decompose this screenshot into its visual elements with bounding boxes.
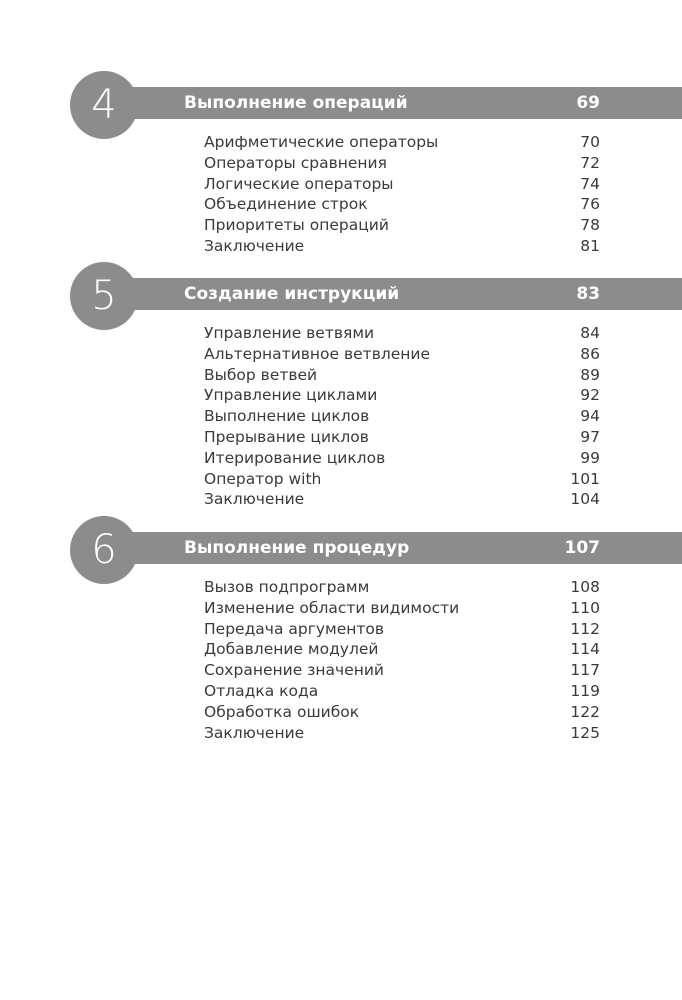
toc-entry[interactable]: [204, 427, 600, 448]
toc-entry-title: Арифметические операторы: [204, 133, 439, 151]
toc-entry-title: Заключение: [204, 236, 305, 255]
toc-entry-page: 97: [580, 427, 600, 446]
toc-entry-page: 92: [580, 386, 600, 405]
toc-entry[interactable]: [204, 323, 600, 344]
toc-entry-page: 74: [580, 174, 600, 193]
toc-entry[interactable]: [204, 132, 600, 153]
toc-entry[interactable]: [204, 489, 600, 510]
toc-entry[interactable]: [204, 194, 600, 215]
toc-entry[interactable]: [204, 365, 600, 386]
toc-entry-page: 70: [580, 133, 600, 151]
toc-entry-title: Добавление модулей: [204, 640, 379, 659]
toc-entry-page: 78: [580, 216, 600, 235]
chapter-page-number: 83: [576, 284, 600, 304]
toc-entry[interactable]: [204, 660, 600, 681]
toc-entry[interactable]: [204, 469, 600, 490]
toc-entry[interactable]: [204, 153, 600, 174]
chapter-title[interactable]: Выполнение операций: [184, 93, 408, 113]
toc-entry-page: 104: [570, 490, 600, 509]
toc-entry-title: Итерирование циклов: [204, 448, 386, 467]
chapter-page-number: 69: [576, 93, 600, 113]
toc-entry-title: Операторы сравнения: [204, 153, 387, 172]
toc-entry-title: Заключение: [204, 490, 305, 509]
toc-entry-page: 81: [580, 236, 600, 255]
toc-entry-page: 89: [580, 365, 600, 384]
toc-entry-title: Сохранение значений: [204, 661, 385, 680]
toc-entry-page: 99: [580, 448, 600, 467]
toc-entry-page: 86: [580, 344, 600, 363]
toc-entry-page: 101: [570, 469, 600, 488]
toc-entry-title: Отладка кода: [204, 681, 319, 700]
toc-entry-page: 84: [580, 324, 600, 342]
toc-entry-title: Управление циклами: [204, 386, 378, 405]
toc-entry-title: Выбор ветвей: [204, 365, 318, 384]
section-list: [204, 323, 600, 510]
toc-entry[interactable]: [204, 702, 600, 723]
toc-entry-page: 72: [580, 153, 600, 172]
section-list: [204, 132, 600, 257]
toc-entry-title: Изменение области видимости: [204, 598, 460, 617]
chapter-number: 4: [70, 71, 138, 139]
toc-entry-title: Передача аргументов: [204, 619, 385, 638]
toc-entry-page: 76: [580, 195, 600, 214]
toc-entry[interactable]: [204, 215, 600, 236]
toc-entry[interactable]: [204, 639, 600, 660]
toc-entry-title: Обработка ошибок: [204, 702, 360, 721]
toc-entry-page: 117: [570, 661, 600, 680]
chapter-title[interactable]: Выполнение процедур: [184, 538, 410, 558]
toc-entry-title: Приоритеты операций: [204, 216, 389, 235]
toc-entry-page: 108: [570, 578, 600, 596]
toc-entry-page: 122: [570, 702, 600, 721]
toc-entry-page: 119: [570, 681, 600, 700]
toc-entry[interactable]: [204, 385, 600, 406]
toc-entry[interactable]: [204, 344, 600, 365]
toc-entry[interactable]: [204, 448, 600, 469]
toc-entry-page: 94: [580, 407, 600, 426]
toc-entry[interactable]: [204, 406, 600, 427]
chapter-number: 5: [70, 262, 138, 330]
toc-entry-title: Выполнение циклов: [204, 407, 370, 426]
toc-entry[interactable]: [204, 681, 600, 702]
section-list: [204, 577, 600, 743]
toc-entry-title: Прерывание циклов: [204, 427, 369, 446]
toc-entry[interactable]: [204, 236, 600, 257]
chapter-number: 6: [70, 516, 138, 584]
toc-entry-page: 110: [570, 598, 600, 617]
toc-entry-title: Управление ветвями: [204, 324, 375, 342]
toc-entry[interactable]: [204, 577, 600, 598]
toc-entry-page: 125: [570, 723, 600, 742]
toc-entry-title: Вызов подпрограмм: [204, 578, 370, 596]
toc-entry-page: 112: [570, 619, 600, 638]
chapter-page-number: 107: [564, 538, 600, 558]
toc-entry-page: 114: [570, 640, 600, 659]
toc-entry[interactable]: [204, 619, 600, 640]
toc-entry-title: Логические операторы: [204, 174, 394, 193]
toc-entry[interactable]: [204, 174, 600, 195]
chapter-title[interactable]: Создание инструкций: [184, 284, 400, 304]
toc-entry[interactable]: [204, 723, 600, 744]
toc-entry[interactable]: [204, 598, 600, 619]
toc-entry-title: Альтернативное ветвление: [204, 344, 431, 363]
toc-entry-title: Заключение: [204, 723, 305, 742]
toc-entry-title: Оператор with: [204, 469, 322, 488]
toc-entry-title: Объединение строк: [204, 195, 368, 214]
